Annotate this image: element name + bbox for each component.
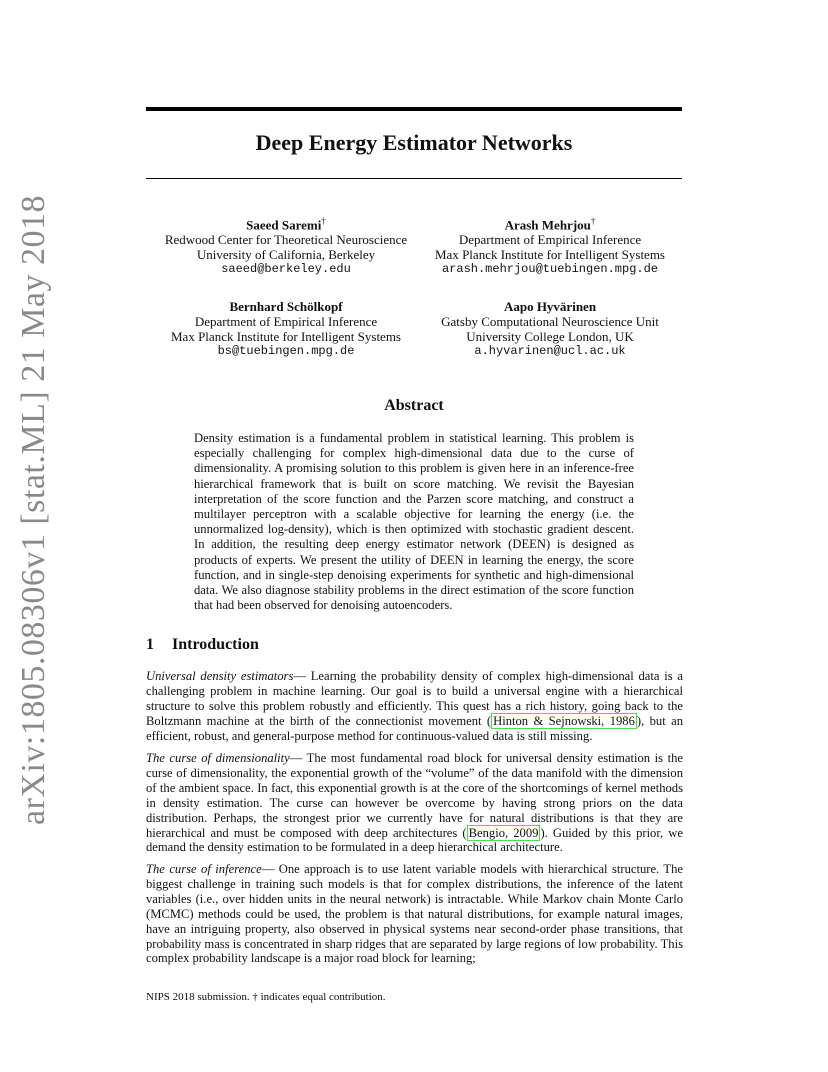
section-title: Introduction [172, 636, 259, 653]
section-heading [146, 636, 259, 654]
arxiv-identifier-text: arXiv:1805.08306v1 [stat.ML] 21 May 2018 [15, 194, 52, 826]
author-affiliation: Department of Empirical Inference [458, 232, 642, 248]
author-name: Arash Mehrjou† [504, 216, 596, 233]
author-block [136, 299, 436, 359]
arxiv-identifier [4, 194, 64, 826]
title-top-rule [146, 107, 682, 111]
author-name: Bernhard Schölkopf [229, 299, 343, 314]
author-affiliation: Department of Empirical Inference [194, 314, 378, 329]
author-name: Saeed Saremi† [246, 216, 326, 233]
paper-title: Deep Energy Estimator Networks [255, 130, 573, 155]
paragraph: Universal density estimators— Learning the probability density of complex high-dimensional data is a challenging problem in machine learning. Our goal is to build a universal engine with a hierarchical structure to solve this problem robustly and efficiently. This quest has a rich history, going back to the Boltzmann machine at the birth of the connectionist movement ( Hinton & Sejnowski, 1986 ), but an efficient, robust, and general-purpose method for continuous-valued data is still missing. [146, 669, 683, 743]
section-number: 1 [146, 636, 154, 653]
citation-link[interactable]: Bengio, 2009 [468, 825, 539, 840]
abstract-heading: Abstract [384, 397, 444, 414]
author-block [400, 214, 700, 277]
author-affiliation: Gatsby Computational Neuroscience Unit [441, 314, 659, 329]
paragraph: The curse of dimensionality— The most fundamental road block for universal density estimation is the curse of dimensionality, the exponential growth of the “volume” of the data manifold with the dimension of the ambient space. In fact, this exponential growth is at the core of the shortcomings of kernel methods in density estimation. The curse can however be overcome by having strong priors on the data distribution. Perhaps, the strongest prior we currently have for natural distributions is that they are hierarchical and must be composed with deep architectures ( Bengio, 2009 ). Guided by this prior, we demand the density estimation to be formulated in a deep hierarchical architecture. [146, 751, 683, 855]
author-email: bs@tuebingen.mpg.de [217, 344, 355, 358]
abstract-text: Density estimation is a fundamental problem in statistical learning. This problem is especially challenging for complex high-dimensional data due to the curse of dimensionality. A promising solution to this problem is given here in an inference-free hierarchical framework that is built on score matching. We revisit the Bayesian interpretation of the score function and the Parzen score matching, and construct a multilayer perceptron with a scalable objective for learning the energy (i.e. the unnormalized log-density), which is then optimized with stochastic gradient descent. In addition, the resulting deep energy estimator network (DEEN) is designed as products of experts. We present the utility of DEEN in learning the energy, the score function, and in single-step denoising experiments for synthetic and high-dimensional data. We also diagnose stability problems in the direct estimation of the score function that had been observed for denoising autoencoders. [194, 431, 634, 613]
title-bottom-rule [146, 178, 682, 179]
author-affiliation: Max Planck Institute for Intelligent Systems [435, 247, 665, 263]
author-name: Aapo Hyvärinen [503, 299, 597, 314]
author-affiliation: Redwood Center for Theoretical Neuroscience [164, 232, 408, 248]
author-affiliation: University College London, UK [466, 329, 634, 344]
author-email: arash.mehrjou@tuebingen.mpg.de [441, 262, 659, 277]
author-affiliation: Max Planck Institute for Intelligent Systems [171, 329, 401, 344]
paragraph: The curse of inference— One approach is to use latent variable models with hierarchical structure. The biggest challenge in training such models is that for complex distributions, the inference of the latent variables (i.e., over hidden units in the neural network) is intractable. While Markov chain Monte Carlo (MCMC) methods could be used, the problem is that natural distributions, for example natural images, have an intriguing property, also observed in physical systems near second-order phase transitions, that probability mass is concentrated in sharp ridges that are separated by large regions of low probability. This complex probability landscape is a major road block for learning; [146, 862, 683, 966]
author-email: saeed@berkeley.edu [221, 262, 351, 277]
footnote: NIPS 2018 submission. † indicates equal contribution. [146, 991, 386, 1003]
author-block [136, 214, 436, 277]
author-block [400, 299, 700, 359]
paragraph-lead: The curse of dimensionality [146, 751, 290, 765]
author-affiliation: University of California, Berkeley [196, 247, 376, 263]
citation-link[interactable]: Hinton & Sejnowski, 1986 [493, 713, 635, 728]
author-email: a.hyvarinen@ucl.ac.uk [474, 344, 626, 358]
paragraph-lead: The curse of inference [146, 862, 262, 876]
paragraph-lead: Universal density estimators [146, 669, 294, 683]
